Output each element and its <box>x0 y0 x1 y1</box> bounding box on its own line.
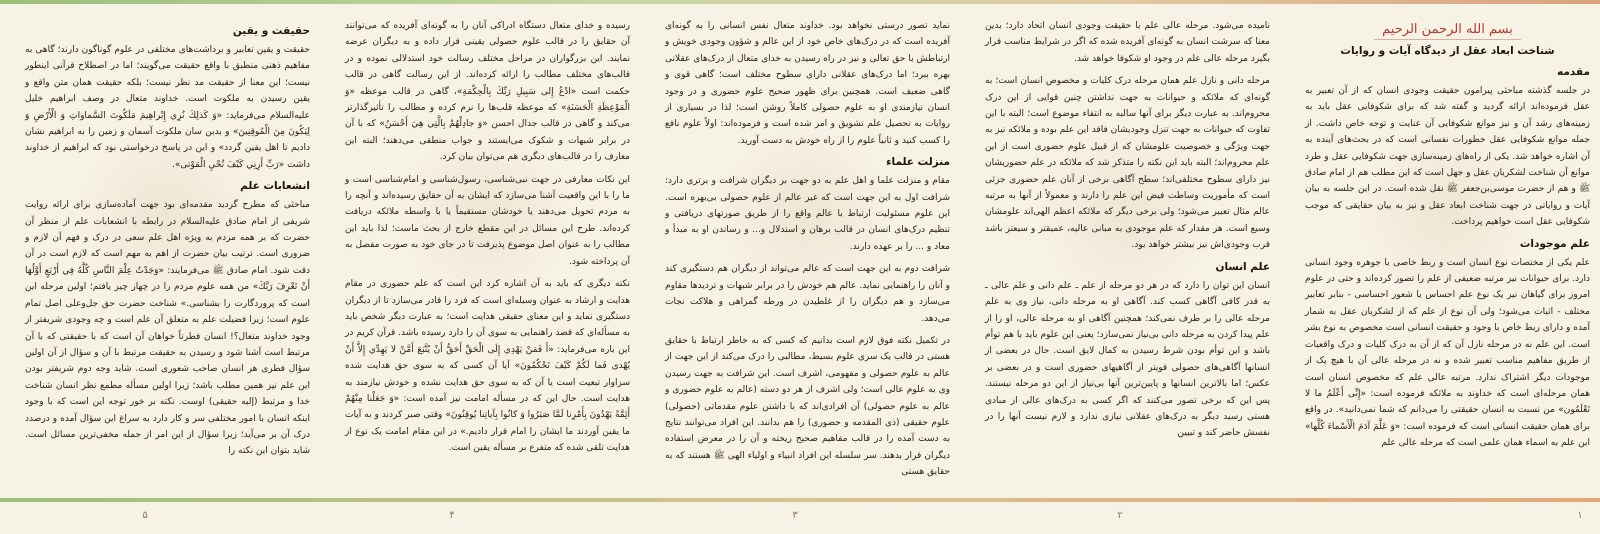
page-number: ۵ <box>142 510 148 521</box>
paragraph: مرحله دانی و نازل علم همان مرحله درک کلیات و مخصوص انسان است؛ به گونه‌ای که ملائکه و حیوانات به جهت نداشتن چنین قوایی از این درک محروم‌اند. به عبارت دیگر برای آنها سالبه به انتفاء موضوع است؛ البته با این تفاوت که حیوانات به جهت تنزل وجودیشان فاقد این علم بوده و ملائکه نیز به جهت ویژگی و خصوصیت علومشان که از قبیل علوم حضوری است از این علم محروم‌اند؛ البته باید این نکته را متذکر شد که ملائکه در علم حضوریشان نیز دارای سطوح مختلفی‌اند؛ سطح آگاهی برخی از آنان علم حضوری جزئی است که مأموریت وساطت فیض این علم را دارند و معمولاً از آنها به مرتبه عالم مثال تعبیر می‌شود؛ ولی برخی دیگر که ملائکه اعظم الهی‌اند علومشان وسیع است. هر مقدار که علم موجودی به مبانی عالیه، عمیقتر و سیعتر باشد قرب وجودی‌اش نیز بیشتر خواهد بود. <box>985 76 1270 251</box>
page-number: ۳ <box>792 510 798 521</box>
section-heading: مقدمه <box>1557 66 1590 78</box>
column-1 <box>1295 4 1600 466</box>
paragraph: رسیده و خدای متعال دستگاه ادراکی آنان را به گونه‌ای آفریده که می‌توانند آن حقایق را در قالب علوم حصولی یقینی قرار داده و به دیگران عرضه نمایند. این بزرگواران در مراحل مختلف رسالت خود استدلالی نموده و در قالب‌های مختلف مطالب را ارائه کرده‌اند. از این رسالت گاهی در قالب حکمت است «ادْعُ إِلى‏ سَبِيلِ رَبِّكَ بِالْحِكْمَةِ»، گاهی در قالب موعظه «وَ الْمَوْعِظَةِ الْحَسَنَةِ» که موعظه قلب‌ها را نرم کرده و مطالب را تأثیرگذارتر می‌کند و گاهی در قالب جدال احسن «وَ جادِلْهُمْ بِالَّتِي هِيَ أَحْسَنُ» که با آن در برابر شبهات و شکوک می‌ایستند و جواب منطقی می‌دهند؛ البته این معارف را در قالب‌های دیگری هم می‌توان بیان کرد. <box>345 21 630 163</box>
section-heading: حقیقت و یقین <box>232 25 310 37</box>
paragraph: نماید تصور درستی نخواهد بود. خداوند متعال نفس انسانی را به گونه‌ای آفریده است که در درک‌های خاص خود از این عالم و شؤون وجودی خویش و ارتباطش با حق تعالی و نیز در راه رسیدن به خدای متعال از درک‌های عقلانی بهره ببرد؛ اما درک‌های عقلانی دارای سطوح مختلف است؛ گاهی قوی و گاهی ضعیف است. همچنین برای ظهور صحیح علوم حضوری و در وجود انسان نیازمندی او به علوم حصولی کاملاً روشن است؛ لذا در بسیاری از روایات به تحصیل علم تشویق و امر شده است و فرموده‌اند: اولاً علوم نافع را کسب کنید و ثانیاً علوم را از راه خودش به دست آورید. <box>665 21 950 146</box>
paragraph: شرافت دوم به این جهت است که عالم می‌تواند از دیگران هم دستگیری کند و آنان را راهنمایی نماید. عالم هم خودش را در برابر شبهات و تردیدها مقاوم می‌سازد و هم دیگران را از غلطیدن در ورطه گمراهی و هلاکت نجات می‌دهد. <box>665 264 950 324</box>
paragraph: در تکمیل نکته فوق لازم است بدانیم که کسی که به خاطر ارتباط با حقایق هستی در قالب یک سری علوم بسیط، مطالبی را درک می‌کند از این جهت از عالم به علوم حصولی و مفهومی، اشرف است. این شرافت به جهت رسیدن وی به علوم عالی است؛ ولی اشرف از هر دو دسته (عالم به علوم حضوری و عالم به علوم حصولی) آن افرادی‌اند که با داشتن علوم مقدماتی (حصولی) علوم حقیقی (ذی المقدمه و حضوری) را هم بدانند. این افراد می‌توانند نتایج به دست آمده را در قالب مفاهیم صحیح ریخته و آن را در معرض استفاده دیگران قرار بدهند. سر سلسله این افراد انبیاء و اولیاء الهی ﷺ هستند که به حقایق هستی <box>665 335 950 478</box>
column-4 <box>335 4 640 466</box>
page-number: ۴ <box>449 510 455 521</box>
logo <box>1305 18 1590 40</box>
paragraph: این نکات معارفی در جهت نبی‌شناسی، رسول‌شناسی و امام‌شناسی است و ما را با این واقعیت آشنا می‌سازد که ایشان به آن حقایق رسیده‌اند و آنچه را به مردم تحویل می‌دهند یا خودشان مستقیماً یا با واسطه ملائکه دریافت کرده‌اند. طرح این مسائل در این مقطع خارج از بحث ماست؛ لذا باید این مطالب را به عنوان اصل موضوع پذیرفت تا در جای خود به صورت مفصل به آن پرداخته شود. <box>345 174 630 267</box>
paragraph: در جلسه گذشته مباحثی پیرامون حقیقت وجودی انسان که از آن تعبیر به عقل فرموده‌اند ارائه گردید و گفته شد که برای شکوفایی عقل باید به زمینه‌های رشد آن و نیز موانع شکوفایی آن عنایت و توجه خاص داشت. از جمله موانع شکوفایی عقل خطورات نفسانی است که در بحث‌های آینده به آن اشاره خواهد شد. یکی از راه‌های زمینه‌سازی جهت شکوفایی عقل و طرد موانع آن شناخت لشکریان عقل و جهل است که این مطلب هم از امام صادق ﷺ و هم از حضرت موسی‌بن‌جعفر ﷺ نقل شده است. در این جلسه به بیان آیات و روایاتی در جهت شناخت ابعاد عقل و نیز به بیان حقایقی که موجب شکوفایی عقل است خواهیم پرداخت. <box>1305 86 1590 228</box>
document-title: شناخت ابعاد عقل از دیدگاه آیات و روایات <box>1340 45 1555 57</box>
paragraph: انسان این توان را دارد که در هر دو مرحله از علم ـ علم دانی و علم عالی ـ به قدر کافی آگاهی کسب کند. آگاهی او به مرحله دانی، نیاز وی به علم مرحله عالی را بر طرف نمی‌کند؛ همچنین آگاهی او به مرحله عالی، او را از علم پیدا کردن به مرحله دانی بی‌نیاز نمی‌سازد؛ یعنی این علوم باید با هم توأم باشد و این توأم بودن شرط رسیدن به کمال لایق است. حال در بعضی از انسانها آگاهی‌های حصولی قویتر از آگاهیهای حضوری است و در بعضی بر عکس؛ اما بالاترین انسانها و پایین‌ترین آنها بی‌نیاز از این دو مرحله نیستند. پس این که برخی تصور می‌کنند که اگر کسی به درک‌های عالی از مبادی هستی رسید دیگر به درک‌های عقلانی نیازی ندارد و لازم نیست آنها را در نفسش حاضر کند و تبیین <box>985 280 1270 439</box>
column-3 <box>655 4 960 478</box>
section-heading: منزلت علماء <box>886 156 950 169</box>
column-2 <box>975 4 1280 466</box>
paragraph: علم یکی از مختصات نوع انسان است و ربط خاصی با جوهره وجود انسانی دارد. برای حیوانات نیز مرتبه ضعیفی از علم را تصور کرده‌اند و حتی در علوم امروز برای گیاهان نیز یک نوع علم احساس یا شعور احساسی - بنابر تعابیر مختلف - اثبات می‌شود؛ ولی آن نوع از علم که از لشکریان عقل به شمار آمده و دارای ربط خاص با وجود و حقیقت انسانی است مخصوص به نوع بشر است. این علم نه در مرحله نازل آن که از آن به درک کلیات و درک واقعیات از طریق مفاهیم مناسب تعبیر شده و نه در مرحله عالی آن با هیچ یک از موجودات دیگر اشتراک ندارد. مرتبه عالی علم که مخصوص انسان است همان مرحله‌ای است که خداوند به ملائکه فرموده است: «إِنِّی أَعْلَمُ ما لا تَعْلَمُون» من نسبت به انسان حقیقتی را می‌دانم که شما نمی‌دانید». در واقع برای همان حقیقت انسانی است که فرموده است: «وَ عَلَّمَ آدَمَ الْأَسْماءَ كُلَّها» این علم به اسماء همان علمی است که مرحله عالی علم <box>1305 257 1590 449</box>
page-number: ۱ <box>1577 510 1583 521</box>
section-heading: انشعابات علم <box>240 180 310 193</box>
section-heading: علم موجودات <box>1519 237 1590 250</box>
paragraph: نامیده می‌شود. مرحله عالی علم با حقیقت وجودی انسان اتحاد دارد؛ بدین معنا که سرشت انسان به گونه‌ای آفریده شده که اگر در شرایط مناسب قرار بگیرد مرحله عالی علم در وجود او شکوفا خواهد شد. <box>985 21 1270 64</box>
paragraph: مقام و منزلت علما و اهل علم به دو جهت بر دیگران شرافت و برتری دارد: شرافت اول به این جهت است که غیر عالم از علوم حصولی بی‌بهره است. این علوم مسئولیت ارتباط با عالم واقع را از طریق صورتهای دریافتی و تنظیم درک‌های انسان در قالب برهان و استدلال و... و رساندن او به مبدأ و معاد و ... را بر عهده دارند. <box>665 176 950 252</box>
page-number: ۲ <box>1117 510 1123 521</box>
paragraph: مباحثی که مطرح گردید مقدمه‌ای بود جهت آماده‌سازی برای ارائه روایت شریفی از امام صادق علیه‌السلام در رابطه با انشعابات علم از منظر آن حضرت که بر همه مردم به ویژه اهل علم سعی در درک و فهم آن لازم و ضروری است. ترتیب بیان حضرت از اهم به مهم است که لازم است در آن دقت شود. امام صادق ﷺ می‌فرمایند: «وَجَدْتُ عِلْمَ النَّاسِ كُلَّهُ فِي أَرْبَعٍ أَوَّلُهَا أَنْ تَعْرِفَ رَبَّكَ» من همه علوم مردم را در چهار چیز یافتم؛ اولین مرحله این است که پروردگارت را بشناسی.» شناخت حضرت حق جل‌وعلی اصل تمام علوم است؛ زیرا فضیلت علم به متعلق آن علم است و چه وجودی شریفتر از وجود خداوند متعال؟! انسان فطرتاً خواهان آن است که با حقیقتی که با آن مرتبط است آشنا شود و رسیدن به حقیقت مرتبط با آن و سؤال از آن اولین سؤال فطری هر انسان صاحب شعوری است. شاید وجه دوم شریفتر بودن این علم نیز همین مطلب باشد؛ زیرا اولین مسأله مطمع نظر انسان شناخت خدا و مرتبط (إلیه حقیقی) اوست. نکته بر خور توجه این است که با وجود اینکه انسان با امور مختلفی سر و کار دارد به سراغ این سؤال آمده و درصدد درک آن بر می‌آید؛ زیرا سؤال از این امر از جمله مخفی‌ترین مسائل است. شاید بتوان این نکته را <box>25 200 310 457</box>
columns-container <box>0 4 1600 478</box>
paragraph: حقیقت و یقین تعابیر و برداشت‌های مختلفی در علوم گوناگون دارند؛ گاهی به مفاهیم ذهنی منطبق با واقع حقیقت می‌گویند؛ اما در اصطلاح قرآنی اینطور نیست؛ این معنا از حقیقت مد نظر نیست؛ بلکه حقیقت همان متن واقع و یقین رسیدن به ملکوت است. خداوند متعال در وصف ابراهیم خلیل علیه‌السلام می‌فرماید: «وَ كَذلِكَ نُرِي إِبْراهِيمَ مَلَكُوتَ السَّماواتِ وَ الْأَرْضِ وَ لِيَكُونَ مِنَ الْمُوقِنِينَ» و بدین سان ملکوت آسمان و زمین را به ابراهیم نشان دادیم تا اهل یقین گردد» و این در پاسخ درخواستی بود که ابراهیم از خداوند داشت «رَبِّ أَرِنِي كَيْفَ تُحْيِ الْمَوْتى». <box>25 45 310 170</box>
section-heading: علم انسان <box>1215 260 1270 273</box>
paragraph: نکته دیگری که باید به آن اشاره کرد این است که علم حضوری در مقام هدایت و ارشاد به عنوان وسیله‌ای است که فرد را قادر می‌سازد تا از دیگران دستگیری نماید و این معنای حقیقی هدایت است؛ به عبارت دیگر شخص باید به مسأله‌ای که قصد راهنمایی به سوی آن را دارد رسیده باشد. قرآن کریم در این باره می‌فرماید: «أَ فَمَنْ يَهْدِي إِلَى الْحَقِّ أَحَقُّ أَنْ يُتَّبَعَ أَمَّنْ لا يَهِدِّي إِلاَّ أَنْ يُهْدى‏ فَما لَكُمْ كَيْفَ تَحْكُمُونَ» آیا آن کسی که به سوی حق هدایت شده سزاوار تبعیت است یا آن که به سوی حق هدایت نشده و خودش نیازمند به هدایت است. حال این که در مسأله امامت نیز آمده است: «وَ جَعَلْنا مِنْهُمْ أَئِمَّةً يَهْدُونَ بِأَمْرِنا لَمَّا صَبَرُوا وَ كانُوا بِآياتِنا يُوقِنُونَ» وقتی صبر کردند و به آیات ما یقین آوردند ما ایشان را امام قرار دادیم.» در این مقام امامت یک نوع از هدایت تلقی شده که متفرع بر مسأله یقین است. <box>345 279 630 454</box>
page-number-bar <box>0 502 1600 534</box>
column-5 <box>15 4 320 466</box>
bismillah-logo: بسم الله الرحمن الرحیم <box>1374 20 1521 40</box>
